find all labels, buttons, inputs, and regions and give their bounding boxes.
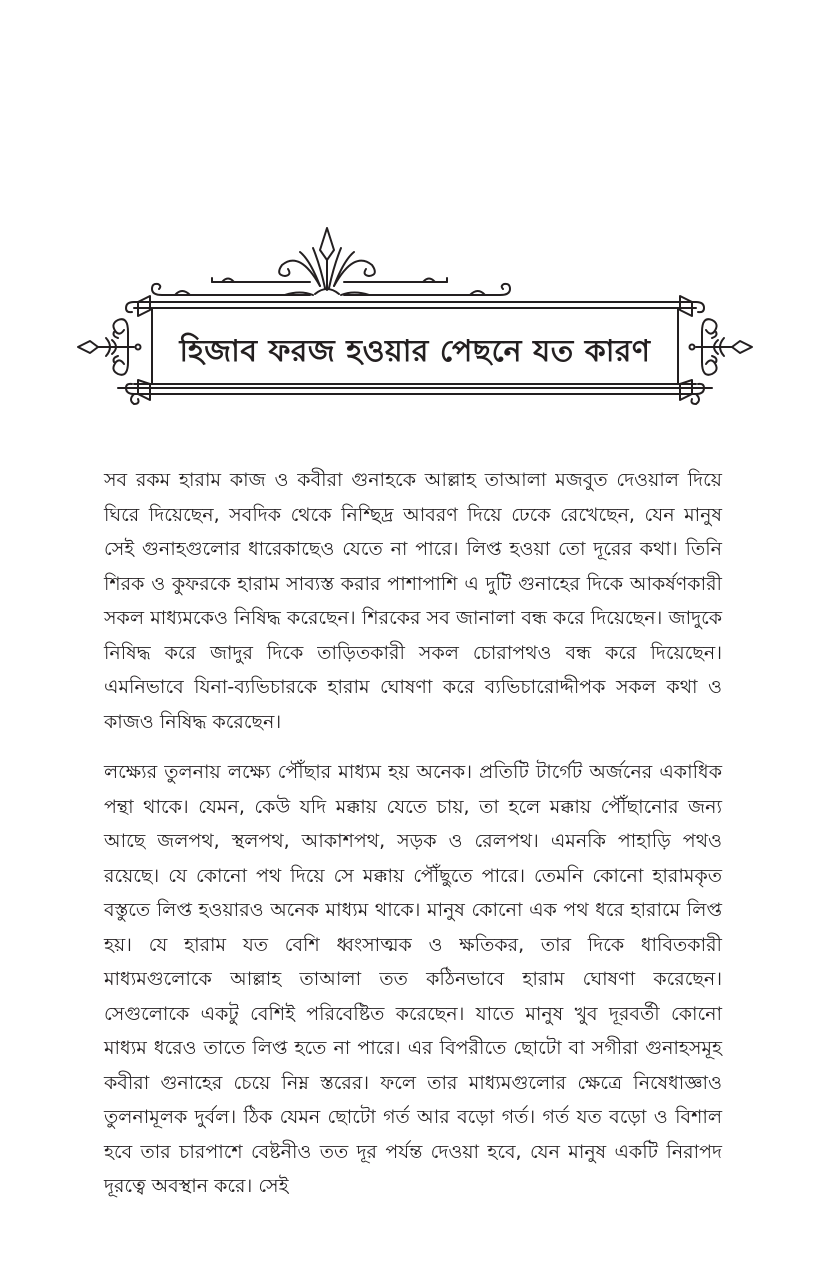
left-side-scroll-ornament — [78, 319, 141, 375]
paragraph: লক্ষ্যের তুলনায় লক্ষ্যে পৌঁছার মাধ্যম হয় অনেক। প্রতিটি টার্গেট অর্জনের একাধিক পন্থা থাকে। যেমন, কেউ যদি মক্কায় যেতে চায়, তা হলে মক্কায় পৌঁছানোর জন্য আছে জলপথ, স্থলপথ, আকাশপথ, সড়ক ও রেলপথ। এমনকি পাহাড়ি পথও রয়েছে। যে কোনো পথ দিয়ে সে মক্কায় পৌঁছুতে পারে। তেমনি কোনো হারামকৃত বস্তুতে লিপ্ত হওয়ারও অনেক মাধ্যম থাকে। মানুষ কোনো এক পথ ধরে হারামে লিপ্ত হয়। যে হারাম যত বেশি ধ্বংসাত্মক ও ক্ষতিকর, তার দিকে ধাবিতকারী মাধ্যমগুলোকে আল্লাহ তাআলা তত কঠিনভাবে হারাম ঘোষণা করেছেন। সেগুলোকে একটু বেশিই পরিবেষ্টিত করেছেন। যাতে মানুষ খুব দূরবর্তী কোনো মাধ্যম ধরেও তাতে লিপ্ত হতে না পারে। এর বিপরীতে ছোটো বা সগীরা গুনাহসমূহ কবীরা গুনাহের চেয়ে নিম্ন স্তরের। ফলে তার মাধ্যমগুলোর ক্ষেত্রে নিষেধাজ্ঞাও তুলনামূলক দুর্বল। ঠিক যেমন ছোটো গর্ত আর বড়ো গর্ত। গর্ত যত বড়ো ও বিশাল হবে তার চারপাশে বেষ্টনীও তত দূর পর্যন্ত দেওয়া হবে, যেন মানুষ একটি নিরাপদ দূরত্বে অবস্থান করে। সেই — [104, 761, 722, 1197]
bottom-scroll-curls — [131, 394, 699, 404]
right-side-scroll-ornament — [690, 319, 753, 375]
chapter-title: হিজাব ফরজ হওয়ার পেছনে যত কারণ — [179, 333, 651, 369]
top-fleur-ornament — [279, 228, 375, 295]
body-text — [104, 463, 722, 1218]
paragraph: সব রকম হারাম কাজ ও কবীরা গুনাহকে আল্লাহ তাআলা মজবুত দেওয়াল দিয়ে ঘিরে দিয়েছেন, সবদিক থেকে নিশ্ছিদ্র আবরণ দিয়ে ঢেকে রেখেছেন, যেন মানুষ সেই গুনাহগুলোর ধারেকাছেও যেতে না পারে। লিপ্ত হওয়া তো দূরের কথা। তিনি শিরক ও কুফরকে হারাম সাব্যস্ত করার পাশাপাশি এ দুটি গুনাহের দিকে আকর্ষণকারী সকল মাধ্যমকেও নিষিদ্ধ করেছেন। শিরকের সব জানালা বন্ধ করে দিয়েছেন। জাদুকে নিষিদ্ধ করে জাদুর দিকে তাড়িতকারী সকল চোরাপথও বন্ধ করে দিয়েছেন। এমনিভাবে যিনা-ব্যভিচারকে হারাম ঘোষণা করে ব্যভিচারোদ্দীপক সকল কথা ও কাজও নিষিদ্ধ করেছেন। — [104, 469, 722, 733]
